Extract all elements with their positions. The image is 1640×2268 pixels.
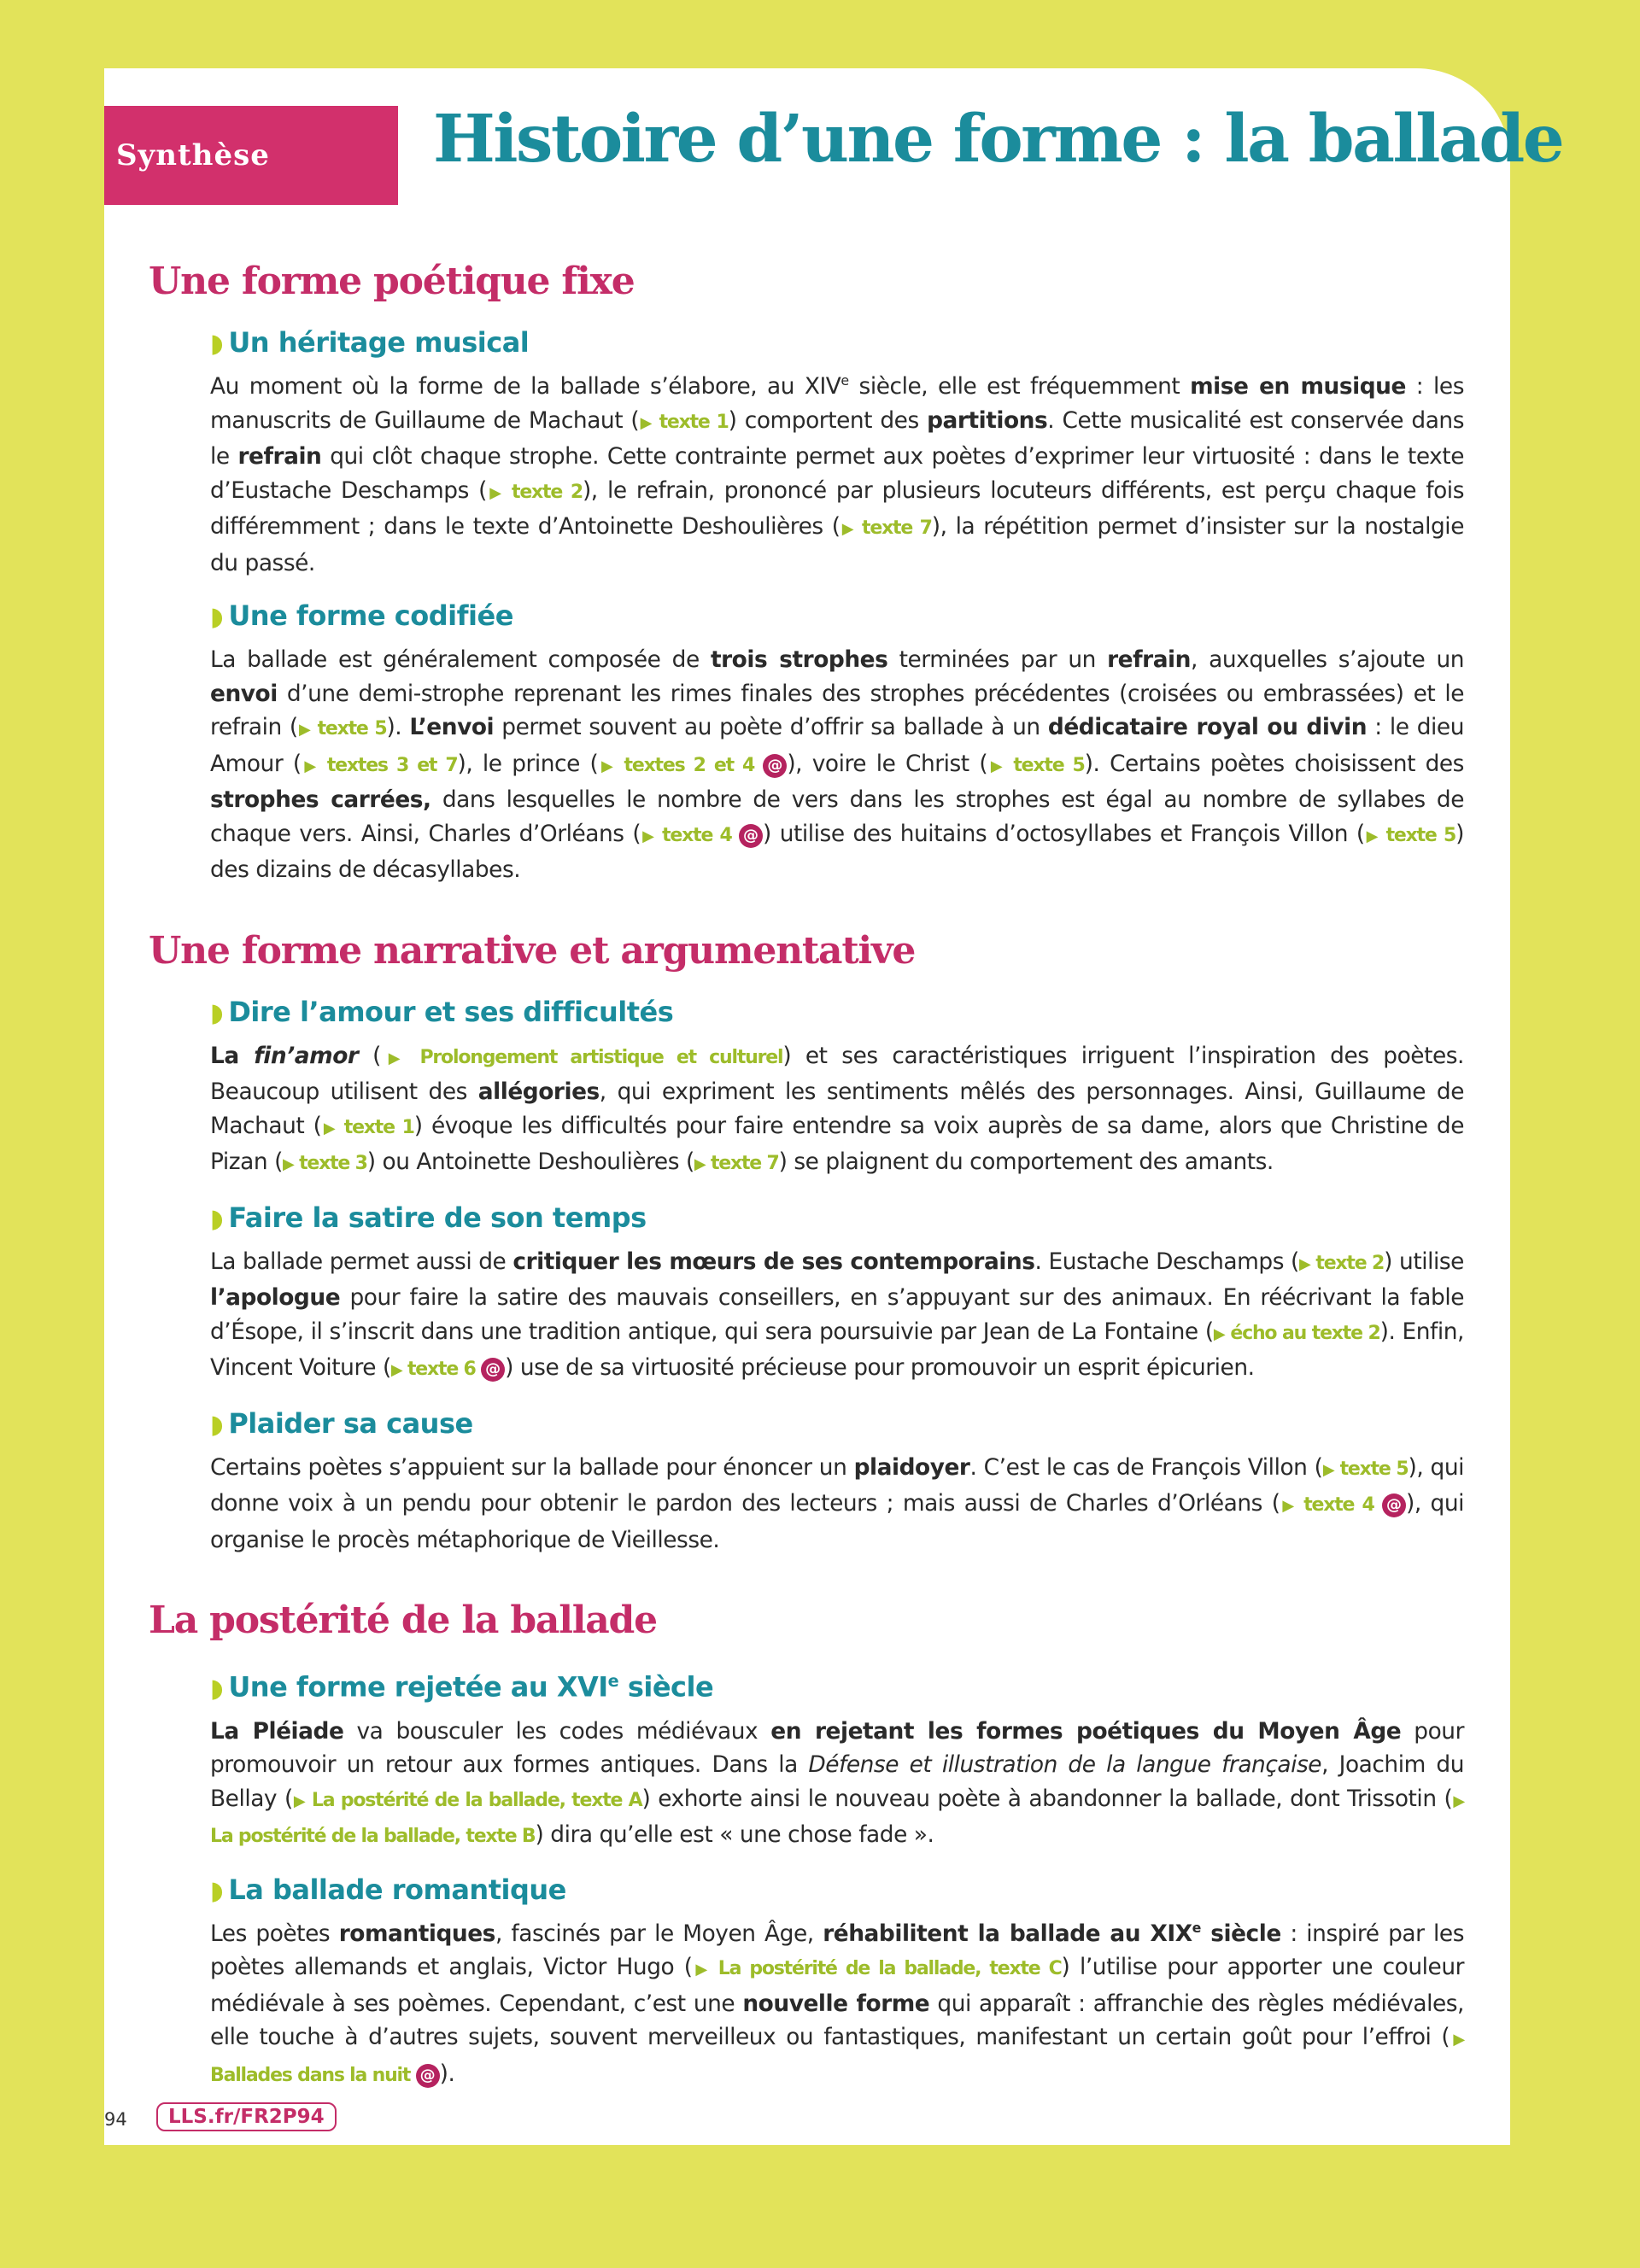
section-forme-poetique [149,252,1464,887]
play-arrow-icon: ▶ [639,413,653,432]
sub-satire [210,1197,1464,1388]
section-posterite [149,1591,1464,2092]
subsection-title: ◗ Un héritage musical [210,326,530,359]
text-reference-link[interactable]: ▶ Prolongement artistique et culturel [381,1046,783,1068]
text-reference-link[interactable]: ▶ texte 5 [1364,824,1456,846]
web-resource-icon[interactable]: @ [763,754,787,778]
content [149,252,1464,2126]
subsection-title: ◗ Une forme rejetée au XVIe siècle [210,1670,714,1704]
play-arrow-icon: ▶ [1450,2031,1464,2049]
text-reference-link[interactable]: ▶ La postérité de la ballade, texte A [292,1789,642,1811]
text-reference-link[interactable]: ▶ texte 2 [486,481,583,503]
paragraph: Au moment où la forme de la ballade s’élabore, au XIVe siècle, elle est fréquemment mise en musique : les manuscrits de Guillaume de Machaut (▶ texte 1) comportent des partitions. Cette musicalité est conservée dans le refrain qui clôt chaque strophe. Cette contrainte permet aux poètes d’exprimer leur virtuosité : dans le texte d’Eustache Deschamps (▶ texte 2), le refrain, prononcé par plusieurs locuteurs différents, est perçu chaque fois différemment ; dans le texte d’Antoinette Deshoulières (▶ texte 7), la répétition permet d’insister sur la nostalgie du passé. [210,372,1465,576]
text-reference-link[interactable]: ▶ texte 3 [282,1153,367,1174]
bullet-arrow-icon: ◗ [210,602,224,632]
web-resource-icon[interactable]: @ [481,1358,505,1382]
text-reference-link[interactable]: ▶ écho au texte 2 [1213,1322,1380,1344]
text-reference-link[interactable]: ▶ La postérité de la ballade, texte C [692,1958,1062,1980]
text-reference-link[interactable]: ▶ texte 5 [1322,1458,1409,1480]
play-arrow-icon: ▶ [297,721,311,739]
text-reference-link[interactable]: ▶ texte 6 @ [391,1359,505,1380]
section-narrative-argumentative [149,921,1464,1558]
section-title: La postérité de la ballade [149,1599,657,1642]
text-reference-link[interactable]: ▶ textes 2 et 4 @ [598,755,787,776]
paragraph: Certains poètes s’appuient sur la ballade pour énoncer un plaidoyer. C’est le cas de François Villon (▶ texte 5), qui donne voix à un pendu pour obtenir le pardon des lecteurs ; mais aussi de Charles d’Orléans (▶ texte 4 @ ), qui organise le procès métaphorique de Vieillesse. [210,1453,1465,1553]
play-arrow-icon: ▶ [282,1155,294,1173]
play-arrow-icon: ▶ [1280,1497,1296,1515]
sub-forme-rejetee [210,1661,1464,1854]
play-arrow-icon: ▶ [1364,827,1379,845]
bullet-arrow-icon: ◗ [210,329,224,359]
bullet-arrow-icon: ◗ [210,1409,224,1440]
play-arrow-icon: ▶ [1298,1254,1310,1273]
play-arrow-icon: ▶ [321,1119,337,1137]
paragraph: La ballade permet aussi de critiquer les mœurs de ses contemporains. Eustache Deschamps (▶ texte 2) utilise l’apologue pour faire la satire des mauvais conseillers, en s’appuyant sur des animaux. En réécrivant la fable d’Ésope, il s’inscrit dans une tradition antique, qui sera poursuivie par Jean de La Fontaine (▶ écho au texte 2). Enfin, Vincent Voiture (▶ texte 6 @ ) use de sa virtuosité précieuse pour promouvoir un esprit épicurien. [210,1248,1464,1381]
text-reference-link[interactable]: ▶ texte 7 [694,1153,779,1174]
text-reference-link[interactable]: ▶ texte 4 @ [641,825,763,846]
sub-forme-codifiee [210,595,1464,887]
paragraph: La ballade est généralement composée de trois strophes terminées par un refrain, auxquelles s’ajoute un envoi d’une demi-strophe reprenant les rimes finales des strophes précédentes (croisées ou embrassées) et le refrain (▶ texte 5). L’envoi permet souvent au poète d’offrir sa ballade à un dédicataire royal ou divin : le dieu Amour (▶ textes 3 et 7), le prince (▶ textes 2 et 4 @ ), voire le Christ (▶ texte 5). Certains poètes choisissent des strophes carrées, dans lesquelles le nombre de vers dans les strophes est égal au nombre de syllabes de chaque vers. Ainsi, Charles d’Orléans (▶ texte 4 @ ) utilise des huitains d’octosyllabes et François Villon (▶ texte 5) des dizains de décasyllabes. [210,646,1464,883]
paragraph: La Pléiade va bousculer les codes médiévaux en rejetant les formes poétiques du Moyen Âge pour promouvoir un retour aux formes antiques. Dans la Défense et illustration de la langue française, Joachim du Bellay (▶ La postérité de la ballade, texte A) exhorte ainsi le nouveau poète à abandonner la ballade, dont Trissotin (▶ La postérité de la ballade, texte B) dira qu’elle est « une chose fade ». [210,1717,1464,1849]
bullet-arrow-icon: ◗ [210,1673,224,1704]
play-arrow-icon: ▶ [641,827,655,845]
sub-heritage-musical [210,322,1464,580]
web-resource-icon[interactable]: @ [1382,1493,1406,1517]
subsection-title: ◗ Une forme codifiée [210,599,513,632]
play-arrow-icon: ▶ [486,483,504,502]
play-arrow-icon: ▶ [301,757,319,775]
text-reference-link[interactable]: ▶ texte 5 [297,718,387,739]
subsection-title: ◗ La ballade romantique [210,1873,566,1906]
subsection-title: ◗ Dire l’amour et ses difficultés [210,995,674,1028]
resource-link[interactable]: LLS.fr/FR2P94 [156,2102,337,2131]
page-sheet [104,68,1563,2145]
bullet-arrow-icon: ◗ [210,997,224,1028]
page-title: Histoire d’une forme : la ballade [433,101,1563,178]
sub-dire-amour [210,991,1464,1182]
text-reference-link[interactable]: ▶ Ballades dans la nuit @ [210,2031,1464,2086]
text-reference-link[interactable]: ▶ texte 1 [639,411,729,433]
play-arrow-icon: ▶ [692,1961,710,1979]
subsection-title: ◗ Plaider sa cause [210,1406,473,1440]
play-arrow-icon: ▶ [987,757,1005,775]
play-arrow-icon: ▶ [381,1049,407,1067]
synthese-tag: Synthèse [104,106,398,205]
section-title: Une forme poétique fixe [149,260,635,303]
text-reference-link[interactable]: ▶ texte 5 [987,754,1085,776]
sub-ballade-romantique [210,1869,1464,2093]
play-arrow-icon: ▶ [1322,1460,1334,1479]
section-title: Une forme narrative et argumentative [149,928,916,973]
play-arrow-icon: ▶ [1213,1324,1225,1343]
text-reference-link[interactable]: ▶ textes 3 et 7 [301,754,458,776]
text-reference-link[interactable]: ▶ texte 4 @ [1280,1494,1406,1516]
play-arrow-icon: ▶ [694,1155,706,1173]
paragraph: La fin’amor (▶ Prolongement artistique et culturel) et ses caractéristiques irriguent l’inspiration des poètes. Beaucoup utilisent des allégories, qui expriment les sentiments mêlés des personnages. Ainsi, Guillaume de Machaut (▶ texte 1) évoque les difficultés pour faire entendre sa voix auprès de sa dame, alors que Christine de Pizan (▶ texte 3) ou Antoinette Deshoulières (▶ texte 7) se plaignent du comportement des amants. [210,1042,1464,1175]
bullet-arrow-icon: ◗ [210,1875,224,1906]
text-reference-link[interactable]: ▶ texte 2 [1298,1252,1385,1274]
web-resource-icon[interactable]: @ [739,824,763,848]
text-reference-link[interactable]: ▶ texte 7 [840,517,932,539]
play-arrow-icon: ▶ [840,520,855,538]
text-reference-link[interactable]: ▶ texte 1 [321,1116,414,1138]
subsection-title: ◗ Faire la satire de son temps [210,1201,647,1234]
paragraph: Les poètes romantiques, fascinés par le Moyen Âge, réhabilitent la ballade au XIXe siècle : inspiré par les poètes allemands et anglais, Victor Hugo (▶ La postérité de la ballade, texte C) l’utilise pour apporter une couleur médiévale à ses poèmes. Cependant, c’est une nouvelle forme qui apparaît : affranchie des règles médiévales, elle touche à d’autres sujets, souvent merveilleux ou fantastiques, manifestant un certain goût pour l’effroi (▶ Ballades dans la nuit @ ). [210,1919,1464,2087]
text-reference-link[interactable]: ▶ La postérité de la ballade, texte B [210,1792,1464,1848]
sub-plaider [210,1403,1464,1558]
play-arrow-icon: ▶ [598,757,616,775]
page-number: 94 [104,2109,127,2130]
bullet-arrow-icon: ◗ [210,1203,224,1234]
play-arrow-icon: ▶ [292,1792,306,1810]
web-resource-icon[interactable]: @ [416,2064,440,2088]
play-arrow-icon: ▶ [390,1361,402,1379]
play-arrow-icon: ▶ [1452,1792,1464,1810]
